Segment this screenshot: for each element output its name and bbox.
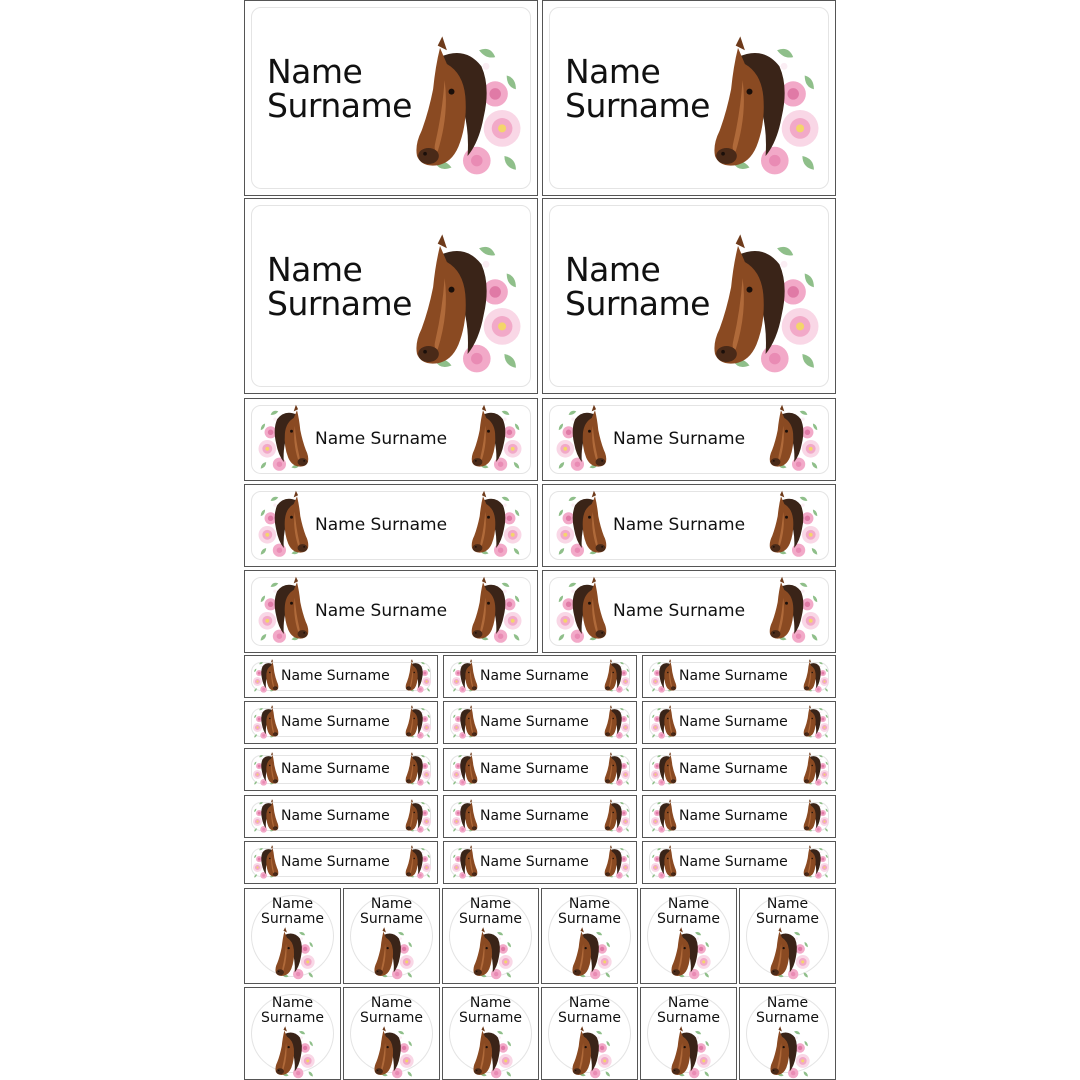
horse-with-flowers-icon — [801, 706, 829, 740]
medium-name-label — [244, 484, 538, 567]
horse-with-flowers-icon — [370, 929, 414, 981]
medium-name-label — [542, 570, 836, 653]
label-text: Surname — [459, 1010, 522, 1026]
horse-with-flowers-icon — [403, 41, 523, 179]
horse-with-flowers-icon — [651, 706, 679, 740]
small-name-label — [642, 655, 836, 698]
label-text: Name — [568, 995, 611, 1011]
label-text: Name Surname — [281, 808, 390, 824]
horse-with-flowers-icon — [701, 239, 821, 377]
horse-with-flowers-icon — [257, 493, 315, 559]
label-text: Surname — [267, 86, 412, 125]
label-text: Name Surname — [480, 808, 589, 824]
large-name-label — [244, 198, 538, 394]
label-text: Name — [370, 896, 413, 912]
horse-with-flowers-icon — [403, 239, 523, 377]
label-text: Surname — [565, 86, 710, 125]
label-text: Name Surname — [480, 854, 589, 870]
round-name-label — [442, 888, 539, 984]
label-text: Surname — [657, 1010, 720, 1026]
label-text: Name Surname — [480, 668, 589, 684]
label-text: Surname — [558, 911, 621, 927]
label-text: Name — [469, 995, 512, 1011]
horse-with-flowers-icon — [403, 800, 431, 834]
small-name-label — [244, 841, 438, 884]
horse-with-flowers-icon — [763, 407, 821, 473]
horse-with-flowers-icon — [271, 929, 315, 981]
small-name-label — [244, 748, 438, 791]
label-text: Name Surname — [315, 601, 448, 621]
horse-with-flowers-icon — [465, 579, 523, 645]
horse-with-flowers-icon — [403, 753, 431, 787]
label-text: Name — [271, 896, 314, 912]
label-text: Name Surname — [679, 854, 788, 870]
label-text: Surname — [261, 1010, 324, 1026]
label-text: Name — [568, 896, 611, 912]
round-name-label — [739, 987, 836, 1080]
horse-with-flowers-icon — [555, 407, 613, 473]
horse-with-flowers-icon — [801, 800, 829, 834]
label-text: Name Surname — [281, 761, 390, 777]
label-text: Name Surname — [480, 761, 589, 777]
round-name-label — [541, 888, 638, 984]
horse-with-flowers-icon — [602, 753, 630, 787]
label-text: Name — [766, 995, 809, 1011]
small-name-label — [642, 795, 836, 838]
horse-with-flowers-icon — [253, 753, 281, 787]
medium-name-label — [542, 484, 836, 567]
label-text: Name Surname — [281, 714, 390, 730]
horse-with-flowers-icon — [763, 579, 821, 645]
label-text: Name — [370, 995, 413, 1011]
label-text: Name — [565, 52, 661, 91]
horse-with-flowers-icon — [801, 753, 829, 787]
small-name-label — [443, 701, 637, 744]
label-text: Surname — [657, 911, 720, 927]
horse-with-flowers-icon — [469, 1028, 513, 1080]
horse-with-flowers-icon — [403, 846, 431, 880]
label-text: Surname — [558, 1010, 621, 1026]
label-text: Surname — [267, 284, 412, 323]
medium-name-label — [542, 398, 836, 481]
small-name-label — [642, 841, 836, 884]
label-text: Name Surname — [480, 714, 589, 730]
label-text: Name — [667, 995, 710, 1011]
horse-with-flowers-icon — [403, 660, 431, 694]
horse-with-flowers-icon — [602, 846, 630, 880]
round-name-label — [739, 888, 836, 984]
horse-with-flowers-icon — [766, 1028, 810, 1080]
label-text: Name Surname — [315, 515, 448, 535]
label-text: Name Surname — [613, 515, 746, 535]
small-name-label — [443, 795, 637, 838]
small-name-label — [244, 795, 438, 838]
small-name-label — [244, 655, 438, 698]
label-sheet — [244, 0, 836, 1080]
horse-with-flowers-icon — [568, 1028, 612, 1080]
horse-with-flowers-icon — [763, 493, 821, 559]
label-text: Name — [469, 896, 512, 912]
medium-name-label — [244, 398, 538, 481]
label-text: Name — [271, 995, 314, 1011]
small-name-label — [244, 701, 438, 744]
label-text: Surname — [756, 911, 819, 927]
large-name-label — [542, 198, 836, 394]
medium-name-label — [244, 570, 538, 653]
label-text: Name Surname — [613, 601, 746, 621]
round-name-label — [640, 888, 737, 984]
small-name-label — [642, 701, 836, 744]
label-text: Name Surname — [281, 668, 390, 684]
horse-with-flowers-icon — [555, 579, 613, 645]
horse-with-flowers-icon — [253, 800, 281, 834]
label-text: Name Surname — [315, 429, 448, 449]
label-text: Surname — [360, 1010, 423, 1026]
horse-with-flowers-icon — [253, 706, 281, 740]
horse-with-flowers-icon — [602, 706, 630, 740]
label-text: Name — [667, 896, 710, 912]
horse-with-flowers-icon — [555, 493, 613, 559]
round-name-label — [244, 888, 341, 984]
small-name-label — [443, 655, 637, 698]
horse-with-flowers-icon — [667, 1028, 711, 1080]
horse-with-flowers-icon — [465, 493, 523, 559]
horse-with-flowers-icon — [257, 579, 315, 645]
horse-with-flowers-icon — [568, 929, 612, 981]
round-name-label — [343, 987, 440, 1080]
small-name-label — [642, 748, 836, 791]
label-text: Name — [267, 250, 363, 289]
horse-with-flowers-icon — [452, 706, 480, 740]
label-text: Name Surname — [613, 429, 746, 449]
horse-with-flowers-icon — [801, 660, 829, 694]
horse-with-flowers-icon — [602, 660, 630, 694]
label-text: Surname — [756, 1010, 819, 1026]
label-text: Name Surname — [679, 808, 788, 824]
round-name-label — [541, 987, 638, 1080]
horse-with-flowers-icon — [452, 660, 480, 694]
horse-with-flowers-icon — [465, 407, 523, 473]
label-text: Name Surname — [679, 714, 788, 730]
horse-with-flowers-icon — [452, 800, 480, 834]
label-text: Name — [565, 250, 661, 289]
horse-with-flowers-icon — [602, 800, 630, 834]
horse-with-flowers-icon — [801, 846, 829, 880]
large-name-label — [542, 0, 836, 196]
round-name-label — [640, 987, 737, 1080]
label-text: Surname — [565, 284, 710, 323]
round-name-label — [244, 987, 341, 1080]
horse-with-flowers-icon — [766, 929, 810, 981]
label-text: Name — [267, 52, 363, 91]
horse-with-flowers-icon — [257, 407, 315, 473]
round-name-label — [442, 987, 539, 1080]
horse-with-flowers-icon — [651, 846, 679, 880]
horse-with-flowers-icon — [452, 753, 480, 787]
label-text: Name Surname — [679, 668, 788, 684]
horse-with-flowers-icon — [651, 660, 679, 694]
label-text: Name Surname — [281, 854, 390, 870]
label-text: Surname — [261, 911, 324, 927]
small-name-label — [443, 841, 637, 884]
horse-with-flowers-icon — [651, 753, 679, 787]
horse-with-flowers-icon — [370, 1028, 414, 1080]
horse-with-flowers-icon — [452, 846, 480, 880]
horse-with-flowers-icon — [271, 1028, 315, 1080]
large-name-label — [244, 0, 538, 196]
label-text: Name — [766, 896, 809, 912]
label-text: Surname — [459, 911, 522, 927]
label-text: Name Surname — [679, 761, 788, 777]
small-name-label — [443, 748, 637, 791]
horse-with-flowers-icon — [701, 41, 821, 179]
label-text: Surname — [360, 911, 423, 927]
horse-with-flowers-icon — [651, 800, 679, 834]
horse-with-flowers-icon — [253, 846, 281, 880]
round-name-label — [343, 888, 440, 984]
horse-with-flowers-icon — [667, 929, 711, 981]
horse-with-flowers-icon — [253, 660, 281, 694]
horse-with-flowers-icon — [469, 929, 513, 981]
horse-with-flowers-icon — [403, 706, 431, 740]
